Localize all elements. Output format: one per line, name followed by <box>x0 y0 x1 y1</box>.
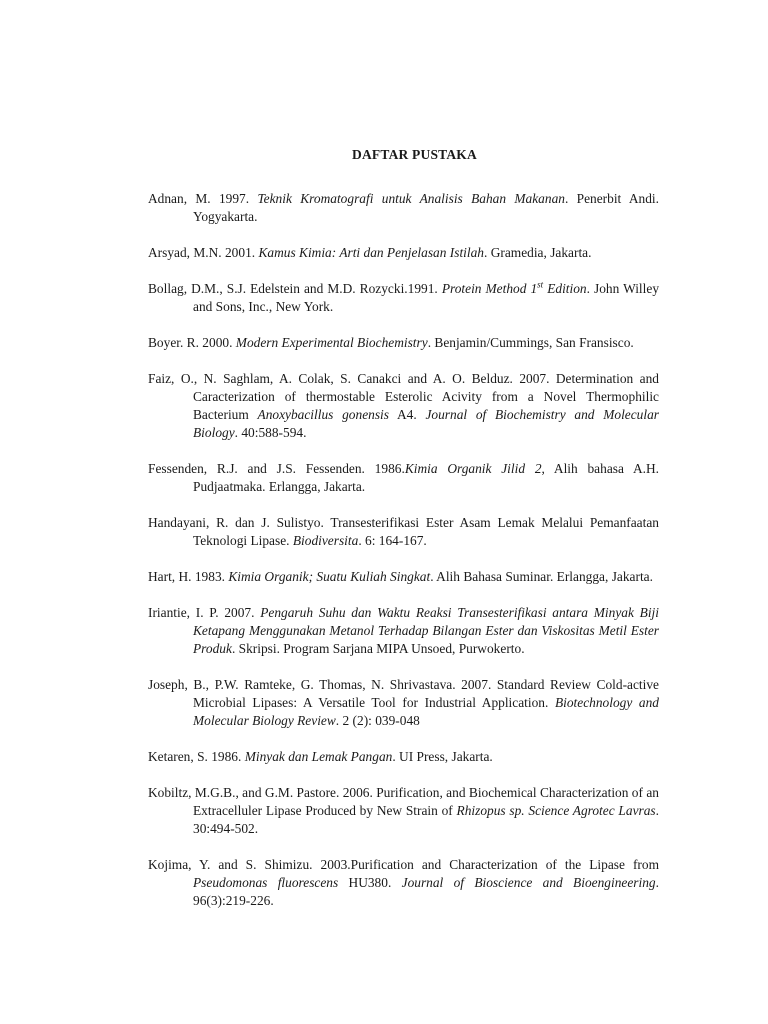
reference-text: . Penerbit Andi. Yogyakarta. <box>193 191 660 224</box>
reference-entry <box>148 334 659 352</box>
reference-entry <box>148 856 659 910</box>
reference-entry <box>148 460 659 496</box>
reference-text: . Benjamin/Cummings, San Fransisco. <box>427 335 634 350</box>
reference-text: A4. <box>388 407 426 422</box>
reference-text: . John Willey and Sons, Inc., New York. <box>193 281 660 314</box>
reference-text: . 96(3):219-226. <box>193 875 659 908</box>
reference-italic-text: Kimia Organik Jilid 2 <box>404 461 542 476</box>
reference-entry <box>148 514 659 550</box>
reference-text: Ketaren, S. 1986. <box>148 749 245 764</box>
reference-text: . Skripsi. Program Sarjana MIPA Unsoed, Purwokerto. <box>231 641 525 656</box>
reference-list <box>148 190 659 928</box>
reference-text: Kobiltz, M.G.B., and G.M. Pastore. 2006. Purification, and Biochemical Characterization of an Extracelluler Lipase Produced by New Strain of <box>148 785 659 818</box>
page-title: DAFTAR PUSTAKA <box>352 147 477 162</box>
reference-italic-text: Pengaruh Suhu dan Waktu Reaksi Transesterifikasi antara Minyak Biji Ketapang Menggunakan Metanol Terhadap Bilangan Ester dan Viskositas Metil Ester Produk <box>193 605 659 656</box>
reference-text: Faiz, O., N. Saghlam, A. Colak, S. Canakci and A. O. Belduz. 2007. Determination and Caracterization of thermostable Esterolic Acivity from a Novel Thermophilic Bacterium <box>148 371 659 422</box>
reference-entry <box>148 280 659 316</box>
reference-italic-text: Journal of Bioscience and Bioengineering <box>401 875 656 890</box>
reference-entry <box>148 604 659 658</box>
reference-italic-text: Biodiversita <box>292 533 359 548</box>
reference-entry <box>148 190 659 226</box>
reference-text: Kojima, Y. and S. Shimizu. 2003.Purification and Characterization of the Lipase from <box>148 857 659 872</box>
reference-text: Bollag, D.M., S.J. Edelstein and M.D. Rozycki.1991. <box>148 281 442 296</box>
reference-text: . 6: 164-167. <box>358 533 427 548</box>
reference-text: . 30:494-502. <box>193 803 659 836</box>
reference-italic-text: Teknik Kromatografi untuk Analisis Bahan Makanan <box>257 191 565 206</box>
reference-italic-text: Anoxybacillus gonensis <box>257 407 389 422</box>
reference-text: Iriantie, I. P. 2007. <box>148 605 261 620</box>
reference-text: Adnan, M. 1997. <box>148 191 258 206</box>
reference-text: . 40:588-594. <box>234 425 307 440</box>
reference-italic-text: Modern Experimental Biochemistry <box>235 335 428 350</box>
reference-text: Arsyad, M.N. 2001. <box>148 245 259 260</box>
reference-text: Joseph, B., P.W. Ramteke, G. Thomas, N. Shrivastava. 2007. Standard Review Cold-active Microbial Lipases: A Versatile Tool for Industrial Application. <box>148 677 659 710</box>
reference-italic-text: Minyak dan Lemak Pangan <box>244 749 393 764</box>
reference-italic-text: Edition <box>543 281 587 296</box>
reference-entry <box>148 784 659 838</box>
reference-text: . Alih Bahasa Suminar. Erlangga, Jakarta. <box>430 569 653 584</box>
reference-entry <box>148 244 659 262</box>
reference-italic-text: Pseudomonas fluorescens <box>193 875 339 890</box>
reference-italic-text: Kamus Kimia: Arti dan Penjelasan Istilah <box>258 245 485 260</box>
reference-italic-text: Biotechnology and Molecular Biology Review <box>193 695 659 728</box>
reference-entry <box>148 370 659 442</box>
reference-italic-text: Kimia Organik; Suatu Kuliah Singkat <box>228 569 431 584</box>
reference-text: Handayani, R. dan J. Sulistyo. Transesterifikasi Ester Asam Lemak Melalui Pemanfaatan Teknologi Lipase. <box>148 515 659 548</box>
reference-text: Hart, H. 1983. <box>148 569 229 584</box>
reference-text: . Gramedia, Jakarta. <box>484 245 592 260</box>
reference-text: , Alih bahasa A.H. Pudjaatmaka. Erlangga, Jakarta. <box>193 461 659 494</box>
reference-text: . 2 (2): 039-048 <box>335 713 420 728</box>
reference-text: HU380. <box>338 875 402 890</box>
reference-italic-text: Protein Method 1 <box>441 281 538 296</box>
reference-text: Fessenden, R.J. and J.S. Fessenden. 1986. <box>148 461 405 476</box>
reference-entry <box>148 568 659 586</box>
reference-text: . UI Press, Jakarta. <box>392 749 493 764</box>
reference-entry <box>148 676 659 730</box>
reference-italic-text: Journal of Biochemistry and Molecular Biology <box>193 407 660 440</box>
reference-italic-text: Rhizopus sp. Science Agrotec Lavras <box>456 803 656 818</box>
reference-text: Boyer. R. 2000. <box>148 335 236 350</box>
reference-entry <box>148 748 659 766</box>
reference-superscript: st <box>537 279 544 290</box>
